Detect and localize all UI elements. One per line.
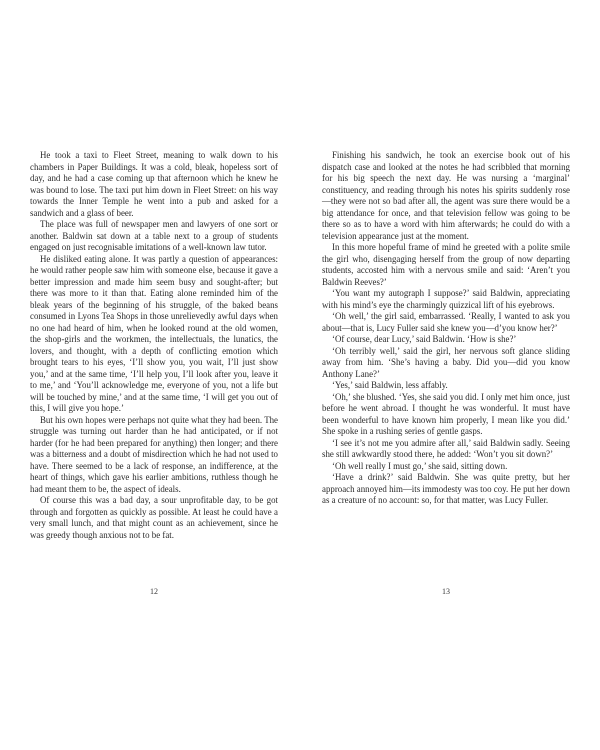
right-paragraph: ‘You want my autograph I suppose?’ said Baldwin, appreciating with his mind’s eye the charmingly quizzical lift of his eyebrows. (322, 288, 570, 310)
left-page-number: 12 (150, 587, 158, 596)
right-paragraph: Finishing his sandwich, he took an exercise book out of his dispatch case and looked at the notes he had scribbled that morning for his big speech the next day. He was nursing a ‘marginal’ constituency, and reading through his notes his spirits suddenly rose—they were not so bad after all, the agent was sure there would be a big attendance for once, and that television fellow was going to be there so as to have a word with him afterwards; he could do with a television appearance just at the moment. (322, 150, 570, 241)
right-page-body (322, 150, 570, 507)
right-paragraph: ‘Oh well really I must go,’ she said, sitting down. (332, 460, 508, 471)
left-paragraph: The place was full of newspaper men and lawyers of one sort or another. Baldwin sat down at a table next to a group of students engaged on just recognisable imitations of a well-known law tutor. (30, 219, 278, 252)
left-paragraph: Of course this was a bad day, a sour unprofitable day, to be got through and forgotten as quickly as possible. At least he could have a very small lunch, and that might count as an achievement, since he was greedy though anxious not to be fat. (30, 495, 278, 540)
left-paragraph: He took a taxi to Fleet Street, meaning to walk down to his chambers in Paper Buildings. It was a cold, bleak, hopeless sort of day, and he had a case coming up that afternoon which he knew he was bound to lose. The taxi put him down in Fleet Street: on his way towards the Inner Temple he went into a pub and asked for a sandwich and a glass of beer. (30, 150, 278, 218)
left-page-body (30, 150, 278, 541)
right-paragraph: ‘Yes,’ said Baldwin, less affably. (332, 380, 448, 390)
left-paragraph: But his own hopes were perhaps not quite what they had been. The struggle was turning out harder than he had anticipated, or if not harder (for he had been prepared for anything) then longer; and there was a bitterness and a doubt of misdirection which he had not used to have. There seemed to be a lack of response, an indifference, at the heart of things, which gave his earlier ambitions, ruthless though he had meant them to be, the aspect of ideals. (30, 414, 278, 494)
left-paragraph: He disliked eating alone. It was partly a question of appearances: he would rather people saw him with someone else, because it gave a better impression and made him seem busy and sought-after; but there was more to it than that. Eating alone reminded him of the bleak years of the beginning of his struggle, of the baked beans consumed in Lyons Tea Shops in those unrelievedly awful days when no one had heard of him, when he looked round at the old women, the shop-girls and the workmen, the intellectuals, the lunatics, the lovers, and thought, with a depth of conflicting emotion which brought tears to his eyes, ‘I’ll show you, you wait, I’ll just show you,’ and at the same time, ‘I’ll help you, I’ll look after you, leave it to me,’ and ‘You’ll acknowledge me, everyone of you, not a life but will be touched by mine,’ and at the same time, ‘I will get you out of this, I will give you hope.’ (30, 253, 278, 413)
right-paragraph: ‘Oh terribly well,’ said the girl, her nervous soft glance sliding away from him. ‘She’s having a baby. Did you—did you know Anthony Lane?’ (322, 345, 570, 379)
right-paragraph: ‘I see it’s not me you admire after all,’ said Baldwin sadly. Seeing she still awkwardly stood there, he added: ‘Won’t you sit down?’ (322, 437, 570, 459)
right-paragraph: ‘Of course, dear Lucy,’ said Baldwin. ‘How is she?’ (332, 334, 517, 344)
right-paragraph: ‘Have a drink?’ said Baldwin. She was quite pretty, but her approach annoyed him—its immodesty was too coy. He put her down as a creature of no account: so, for that matter, was Lucy Fuller. (322, 472, 570, 505)
right-page-number: 13 (442, 587, 450, 596)
right-paragraph: ‘Oh well,’ the girl said, embarrassed. ‘Really, I wanted to ask you about—that is, Lucy Fuller said she knew you—d’you know her?’ (322, 311, 570, 333)
right-paragraph: ‘Oh,’ she blushed. ‘Yes, she said you did. I only met him once, just before he went abroad. I thought he was wonderful. It must have been wonderful to have known him properly, I mean like you did.’ She spoke in a rushing series of gentle gasps. (322, 391, 570, 436)
right-paragraph: In this more hopeful frame of mind he greeted with a polite smile the girl who, disengaging herself from the group of now departing students, accosted him with a nervous smile and said: ‘Aren’t you Baldwin Reeves?’ (322, 242, 570, 287)
